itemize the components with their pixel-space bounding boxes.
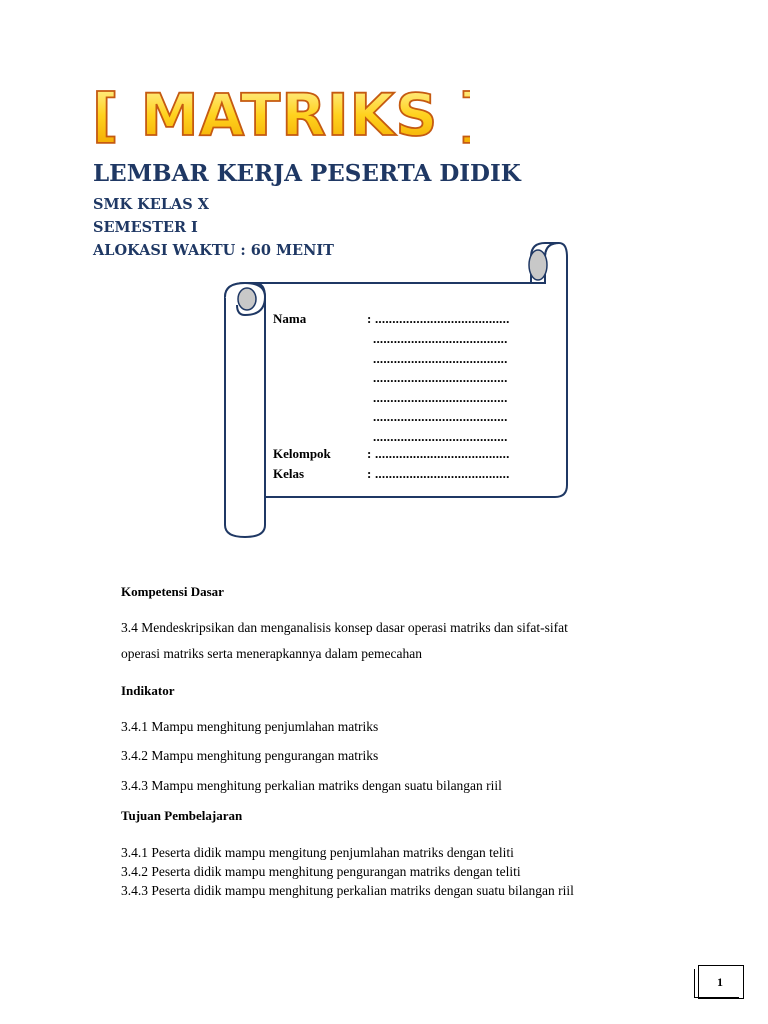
identity-scroll — [215, 235, 577, 545]
nama-line[interactable]: ....................................... — [373, 390, 508, 405]
indikator-item: 3.4.2 Mampu menghitung pengurangan matriks — [121, 748, 379, 763]
indikator-heading: Indikator — [121, 683, 175, 698]
nama-line[interactable]: ....................................... — [373, 409, 508, 424]
kompetensi-line: operasi matriks serta menerapkannya dalam pemecahan — [121, 646, 422, 661]
indikator-item: 3.4.3 Mampu menghitung perkalian matriks dengan suatu bilangan riil — [121, 778, 502, 793]
nama-line[interactable]: ....................................... — [373, 429, 508, 444]
nama-line[interactable]: ....................................... — [373, 331, 508, 346]
nama-line[interactable]: ....................................... — [373, 351, 508, 366]
page-number: 1 — [717, 975, 723, 989]
kelompok-field[interactable]: : ....................................... — [367, 446, 510, 461]
page-title: LEMBAR KERJA PESERTA DIDIK — [93, 160, 521, 187]
tujuan-item: 3.4.2 Peserta didik mampu menghitung pengurangan matriks dengan teliti — [121, 864, 521, 879]
kelas-label: Kelas — [273, 466, 305, 481]
nama-field[interactable]: : ....................................... — [367, 311, 510, 326]
kelas-field[interactable]: : ....................................... — [367, 466, 510, 481]
indikator-item: 3.4.1 Mampu menghitung penjumlahan matriks — [121, 719, 379, 734]
tujuan-item: 3.4.3 Peserta didik mampu menghitung perkalian matriks dengan suatu bilangan riil — [121, 883, 574, 898]
tujuan-item: 3.4.1 Peserta didik mampu mengitung penjumlahan matriks dengan teliti — [121, 845, 514, 860]
logo-text: [ MATRIKS ] — [92, 82, 470, 144]
subtitle-kelas: SMK KELAS X — [93, 196, 210, 213]
kompetensi-heading: Kompetensi Dasar — [121, 584, 224, 599]
subtitle-semester: SEMESTER I — [93, 219, 198, 236]
page-number-box — [698, 965, 744, 999]
kompetensi-line: 3.4 Mendeskripsikan dan menganalisis konsep dasar operasi matriks dan sifat-sifat — [121, 620, 568, 635]
tujuan-heading: Tujuan Pembelajaran — [121, 808, 243, 823]
title-logo — [90, 82, 470, 144]
nama-line[interactable]: ....................................... — [373, 370, 508, 385]
nama-label: Nama — [273, 311, 307, 326]
subtitle-alokasi: ALOKASI WAKTU : 60 MENIT — [93, 242, 334, 259]
kelompok-label: Kelompok — [273, 446, 331, 461]
